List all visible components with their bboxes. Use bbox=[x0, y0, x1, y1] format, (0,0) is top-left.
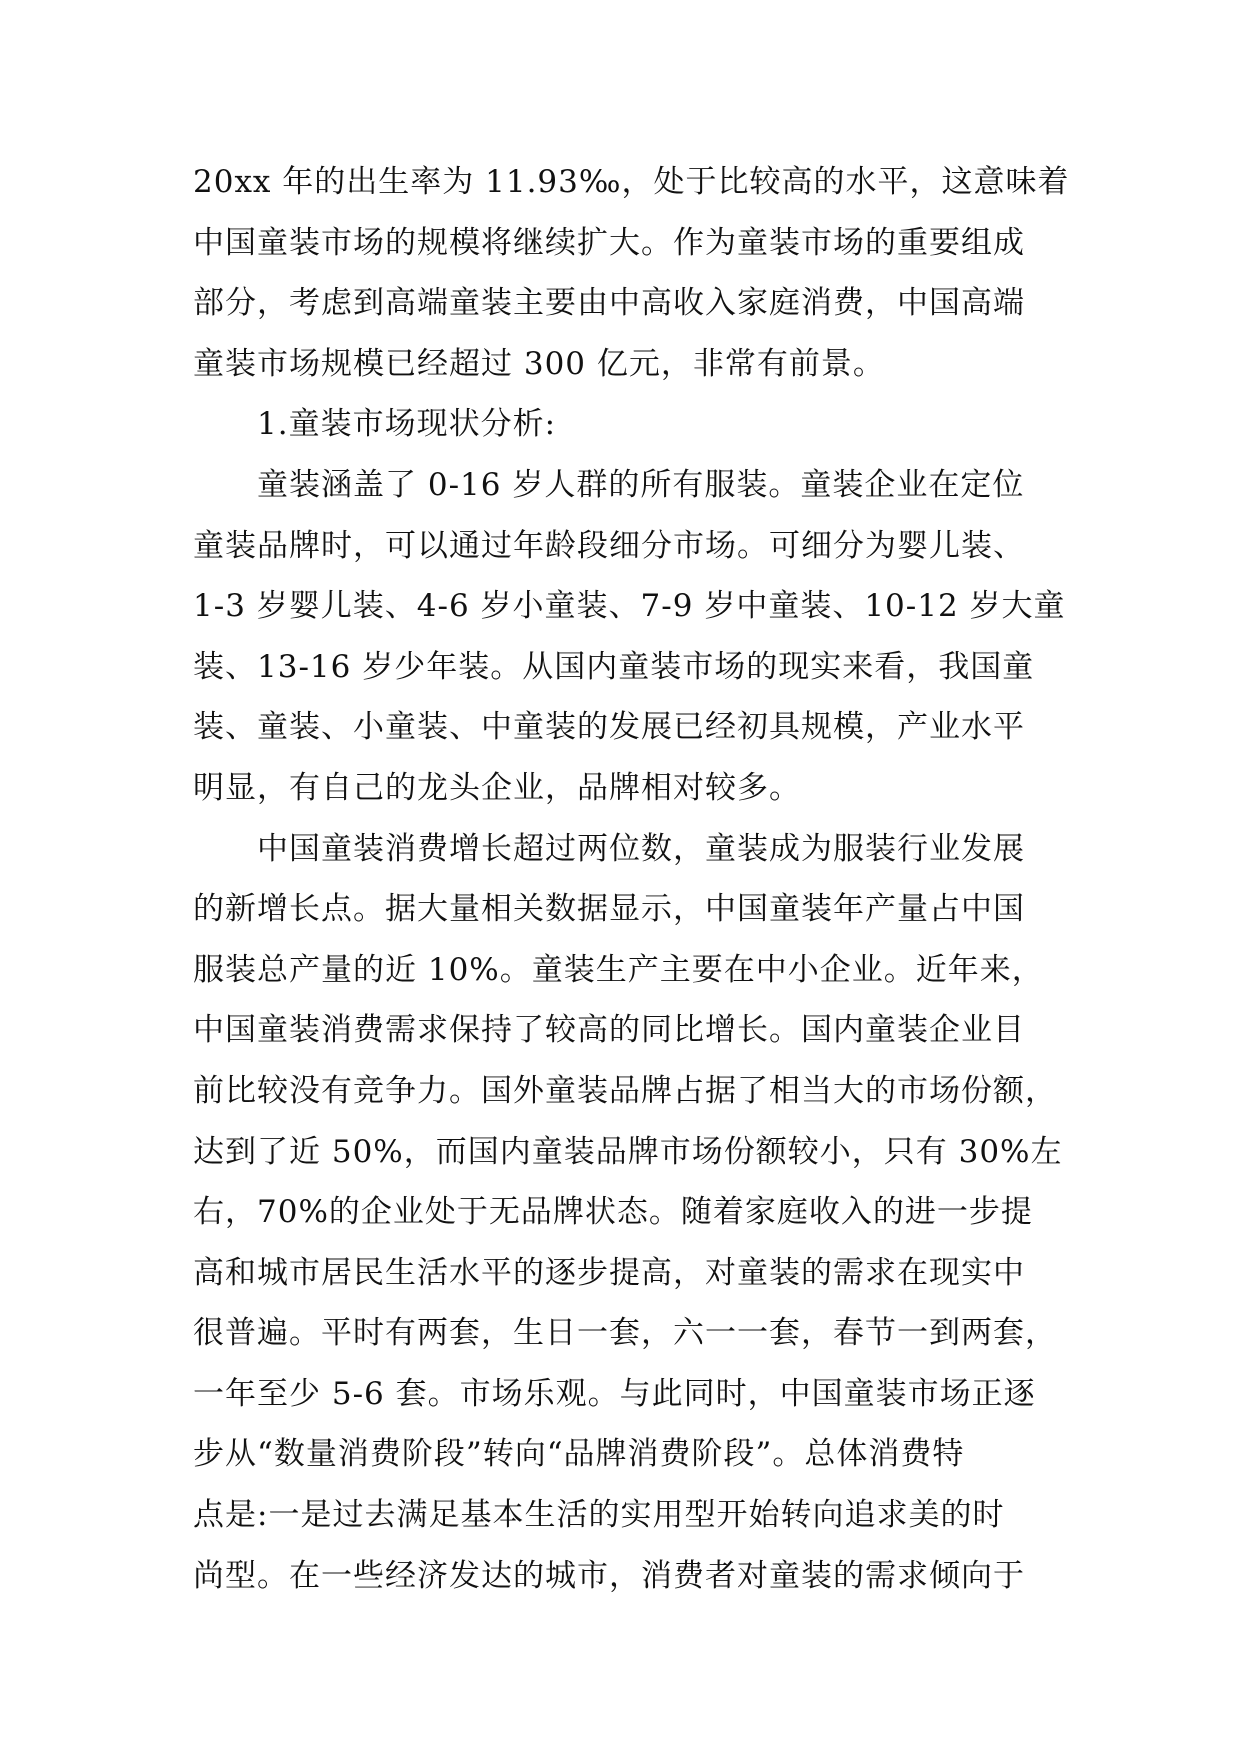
text-line: 一年至少 5-6 套。市场乐观。与此同时，中国童装市场正逐 bbox=[193, 1375, 1036, 1412]
text-line: 童装涵盖了 0-16 岁人群的所有服装。童装企业在定位 bbox=[257, 466, 1025, 503]
text-line: 步从“数量消费阶段”转向“品牌消费阶段”。总体消费特 bbox=[193, 1436, 965, 1473]
text-line: 尚型。在一些经济发达的城市，消费者对童装的需求倾向于 bbox=[193, 1557, 1025, 1594]
text-line: 童装品牌时，可以通过年龄段细分市场。可细分为婴儿装、 bbox=[193, 527, 1025, 564]
text-line: 点是:一是过去满足基本生活的实用型开始转向追求美的时 bbox=[193, 1497, 1005, 1534]
text-line: 部分，考虑到高端童装主要由中高收入家庭消费，中国高端 bbox=[193, 285, 1025, 322]
text-line: 右，70%的企业处于无品牌状态。随着家庭收入的进一步提 bbox=[193, 1194, 1033, 1231]
body-text bbox=[193, 152, 1070, 1606]
text-line: 很普遍。平时有两套，生日一套，六一一套，春节一到两套， bbox=[193, 1315, 1057, 1352]
text-line: 20xx 年的出生率为 11.93‰，处于比较高的水平，这意味着 bbox=[193, 164, 1070, 200]
text-line: 服装总产量的近 10%。童装生产主要在中小企业。近年来， bbox=[193, 951, 1044, 988]
text-line: 装、童装、小童装、中童装的发展已经初具规模，产业水平 bbox=[193, 709, 1025, 746]
text-line: 1-3 岁婴儿装、4-6 岁小童装、7-9 岁中童装、10-12 岁大童 bbox=[193, 588, 1066, 625]
section-heading: 1.童装市场现状分析: bbox=[257, 406, 557, 443]
text-line: 达到了近 50%，而国内童装品牌市场份额较小，只有 30%左 bbox=[193, 1133, 1063, 1170]
text-line: 童装市场规模已经超过 300 亿元，非常有前景。 bbox=[193, 345, 885, 382]
text-line: 中国童装市场的规模将继续扩大。作为童装市场的重要组成 bbox=[193, 224, 1025, 261]
text-line: 中国童装消费增长超过两位数，童装成为服装行业发展 bbox=[257, 830, 1025, 867]
text-line: 前比较没有竞争力。国外童装品牌占据了相当大的市场份额， bbox=[193, 1072, 1057, 1109]
text-line: 高和城市居民生活水平的逐步提高，对童装的需求在现实中 bbox=[193, 1254, 1025, 1291]
text-line: 明显，有自己的龙头企业，品牌相对较多。 bbox=[193, 769, 801, 806]
text-line: 中国童装消费需求保持了较高的同比增长。国内童装企业目 bbox=[193, 1012, 1025, 1049]
text-line: 的新增长点。据大量相关数据显示，中国童装年产量占中国 bbox=[193, 891, 1025, 928]
text-line: 装、13-16 岁少年装。从国内童装市场的现实来看，我国童 bbox=[193, 648, 1035, 685]
